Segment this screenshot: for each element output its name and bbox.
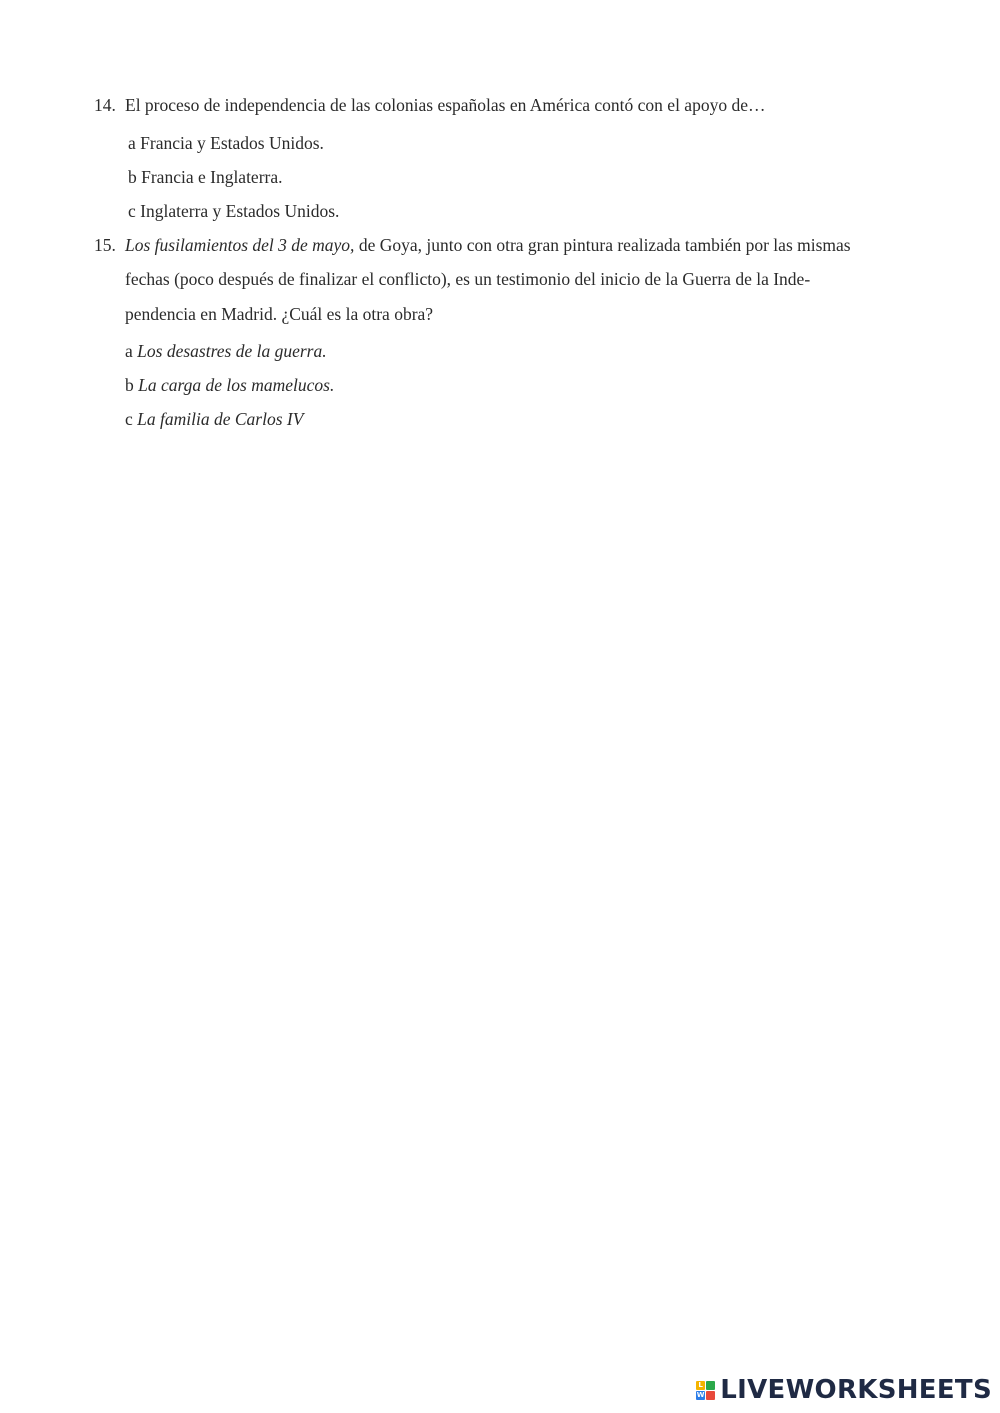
option-letter: c bbox=[128, 201, 136, 221]
option-text: Francia y Estados Unidos. bbox=[140, 133, 324, 153]
question-line-1-rest: de Goya, junto con otra gran pintura realizada también por las mismas bbox=[358, 235, 851, 255]
question-line-2: fechas (poco después de finalizar el conflicto), es un testimonio del inicio de la Guerra de la Inde- bbox=[125, 269, 811, 289]
option-14b[interactable] bbox=[128, 167, 283, 188]
question-15 bbox=[94, 235, 914, 325]
logo-square-2 bbox=[706, 1381, 715, 1390]
option-14c[interactable] bbox=[128, 201, 339, 222]
liveworksheets-icon bbox=[696, 1381, 715, 1400]
option-letter: b bbox=[128, 167, 137, 187]
option-text: La carga de los mamelucos. bbox=[138, 375, 335, 395]
option-text: Los desastres de la guerra. bbox=[137, 341, 327, 361]
logo-square-3: W bbox=[696, 1390, 705, 1399]
painting-title: Los fusilamientos del 3 de mayo, bbox=[125, 235, 355, 255]
question-number: 14. bbox=[94, 95, 116, 115]
option-15a[interactable] bbox=[125, 341, 327, 362]
option-letter: a bbox=[128, 133, 136, 153]
option-15b[interactable] bbox=[125, 375, 334, 396]
option-text: La familia de Carlos IV bbox=[137, 409, 304, 429]
option-letter: b bbox=[125, 375, 134, 395]
logo-square-1: L bbox=[696, 1381, 705, 1390]
option-text: Inglaterra y Estados Unidos. bbox=[140, 201, 340, 221]
question-number: 15. bbox=[94, 235, 116, 255]
question-line-1 bbox=[125, 235, 903, 256]
question-text: El proceso de independencia de las colonias españolas en América contó con el apoyo de… bbox=[125, 95, 766, 115]
option-15c[interactable] bbox=[125, 409, 303, 430]
logo-square-4 bbox=[706, 1391, 715, 1400]
option-text: Francia e Inglaterra. bbox=[141, 167, 283, 187]
question-line-3: pendencia en Madrid. ¿Cuál es la otra obra? bbox=[125, 304, 434, 324]
liveworksheets-logo bbox=[696, 1375, 992, 1405]
option-14a[interactable] bbox=[128, 133, 324, 154]
brand-text: LIVEWORKSHEETS bbox=[720, 1375, 992, 1405]
question-14 bbox=[94, 95, 914, 119]
option-letter: a bbox=[125, 341, 133, 361]
option-letter: c bbox=[125, 409, 133, 429]
